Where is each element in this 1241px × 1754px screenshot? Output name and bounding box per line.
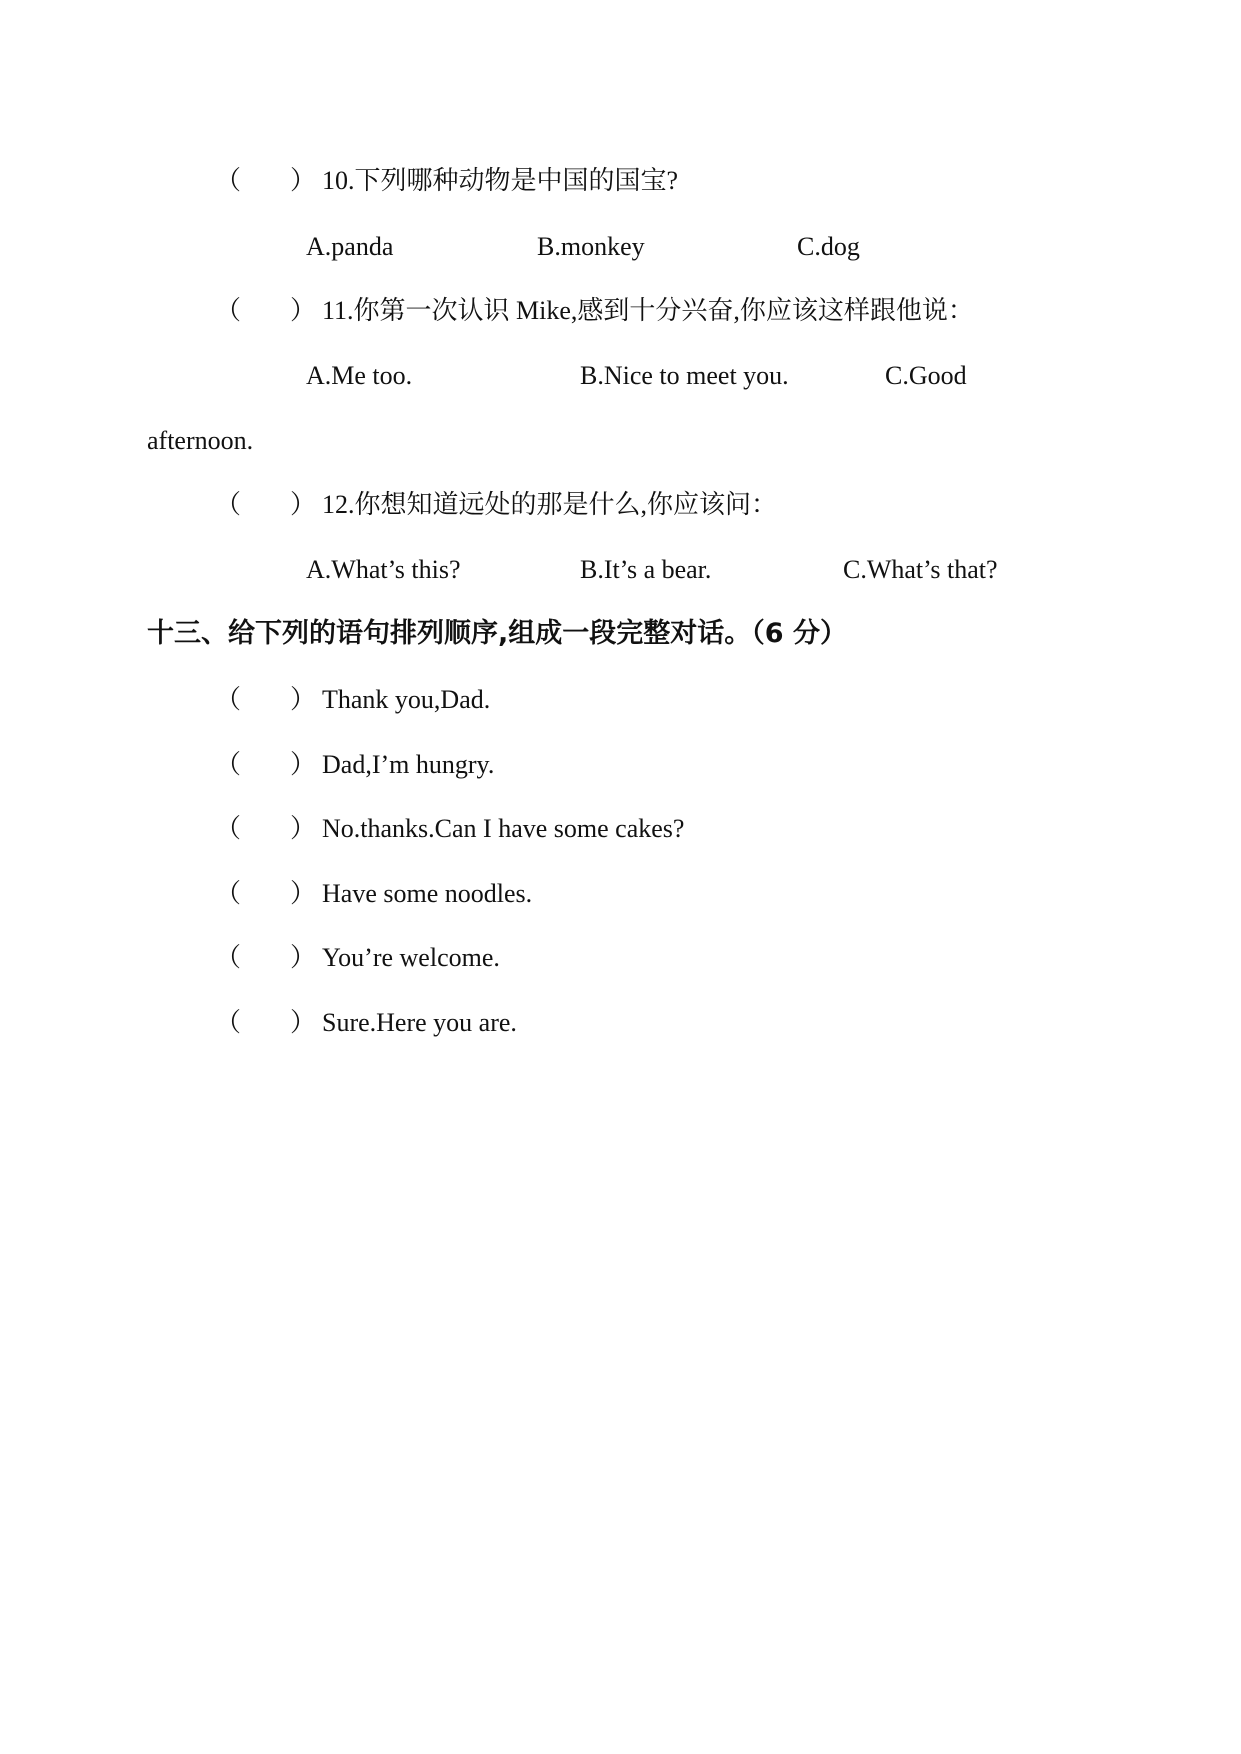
answer-paren-open: （ bbox=[215, 685, 242, 714]
option-c-continuation: afternoon. bbox=[147, 426, 254, 455]
answer-paren-open: （ bbox=[215, 750, 242, 779]
dialogue-line: Thank you,Dad. bbox=[322, 685, 491, 714]
question-text: 12.你想知道远处的那是什么,你应该问： bbox=[322, 490, 778, 519]
option-a: A.What’s this? bbox=[306, 555, 461, 584]
answer-paren-close: ） bbox=[290, 166, 317, 195]
answer-paren-open: （ bbox=[215, 296, 242, 325]
answer-paren-close: ） bbox=[290, 685, 317, 714]
answer-paren-close: ） bbox=[290, 879, 317, 908]
answer-paren-open: （ bbox=[215, 879, 242, 908]
answer-paren-close: ） bbox=[290, 814, 317, 843]
section-13-title: 十三、给下列的语句排列顺序,组成一段完整对话。（6 分） bbox=[147, 618, 847, 649]
answer-paren-close: ） bbox=[290, 1008, 317, 1037]
question-text: 11.你第一次认识 Mike,感到十分兴奋,你应该这样跟他说： bbox=[322, 296, 974, 325]
answer-paren-close: ） bbox=[290, 490, 317, 519]
answer-paren-open: （ bbox=[215, 1008, 242, 1037]
answer-paren-open: （ bbox=[215, 943, 242, 972]
answer-paren-close: ） bbox=[290, 943, 317, 972]
answer-paren-open: （ bbox=[215, 490, 242, 519]
answer-paren-open: （ bbox=[215, 166, 242, 195]
question-text: 10.下列哪种动物是中国的国宝? bbox=[322, 166, 679, 195]
option-b: B.Nice to meet you. bbox=[580, 361, 789, 390]
dialogue-line: Sure.Here you are. bbox=[322, 1008, 517, 1037]
option-a: A.Me too. bbox=[306, 361, 413, 390]
option-b: B.monkey bbox=[537, 232, 645, 261]
option-c: C.dog bbox=[797, 232, 860, 261]
dialogue-line: Dad,I’m hungry. bbox=[322, 750, 495, 779]
dialogue-line: No.thanks.Can I have some cakes? bbox=[322, 814, 685, 843]
answer-paren-close: ） bbox=[290, 296, 317, 325]
option-a: A.panda bbox=[306, 232, 394, 261]
dialogue-line: You’re welcome. bbox=[322, 943, 500, 972]
option-c: C.Good bbox=[885, 361, 967, 390]
dialogue-line: Have some noodles. bbox=[322, 879, 533, 908]
option-b: B.It’s a bear. bbox=[580, 555, 712, 584]
answer-paren-open: （ bbox=[215, 814, 242, 843]
option-c: C.What’s that? bbox=[843, 555, 998, 584]
answer-paren-close: ） bbox=[290, 750, 317, 779]
